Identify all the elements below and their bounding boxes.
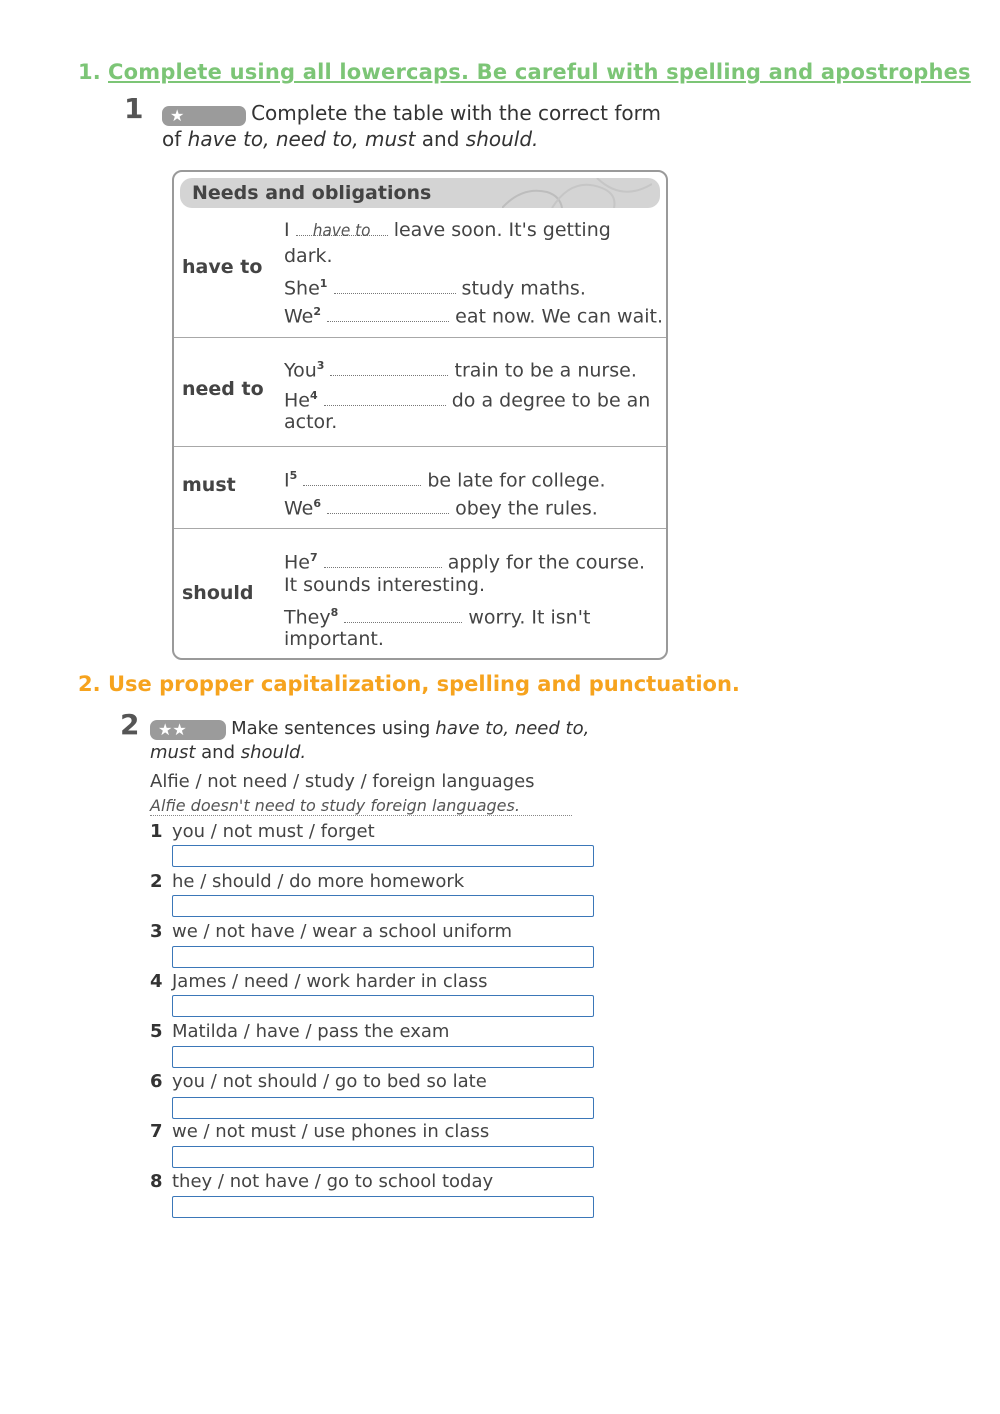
- verb-must: must: [365, 127, 416, 151]
- table-line: dark.: [284, 245, 333, 267]
- exercise-1-text-line1: Complete the table with the correct form: [251, 101, 662, 125]
- item-prompt-1: 1 you / not must / forget: [150, 821, 375, 842]
- exercise-1-number: 1: [124, 92, 144, 125]
- table-line: We$^2$ eat now. We can wait.: [284, 305, 664, 328]
- row-label-have-to: have to: [182, 256, 263, 278]
- item-prompt-6: 6 you / not should / go to bed so late: [150, 1071, 487, 1092]
- difficulty-star-icon: ★: [162, 106, 246, 126]
- row-label-need-to: need to: [182, 378, 264, 400]
- item-prompt-2: 2 he / should / do more homework: [150, 871, 465, 892]
- row-divider: [174, 446, 666, 447]
- word-and: and: [421, 127, 460, 151]
- answer-input-1[interactable]: [172, 845, 594, 867]
- exercise-2-heading: ★★ Make sentences using have to, need to,: [150, 716, 589, 741]
- item-prompt-5: 5 Matilda / have / pass the exam: [150, 1021, 450, 1042]
- item-prompt-3: 3 we / not have / wear a school uniform: [150, 921, 513, 942]
- exercise-2-heading-line2: must and should.: [150, 742, 307, 763]
- exercise-1-text-line2: [162, 126, 538, 153]
- example-prompt: Alfie / not need / study / foreign languages: [150, 771, 535, 792]
- instruction-2-number: 2.: [78, 672, 101, 696]
- blank-1[interactable]: [334, 277, 456, 294]
- instruction-1-text: Complete using all lowercaps. Be careful with spelling and apostrophes: [108, 60, 971, 84]
- decorative-swirl-icon: [502, 178, 652, 208]
- blank-6[interactable]: [327, 497, 449, 514]
- table-line: important.: [284, 628, 384, 650]
- blank-5[interactable]: [303, 469, 421, 486]
- table-line: It sounds interesting.: [284, 574, 486, 596]
- row-divider: [174, 337, 666, 338]
- instruction-2-text: Use propper capitalization, spelling and punctuation.: [108, 672, 740, 696]
- blank-example: have to: [296, 219, 388, 236]
- table-line: You$^3$ train to be a nurse.: [284, 359, 637, 382]
- instruction-1: [78, 60, 971, 84]
- answer-input-4[interactable]: [172, 995, 594, 1017]
- item-prompt-8: 8 they / not have / go to school today: [150, 1171, 494, 1192]
- table-line: We$^6$ obey the rules.: [284, 497, 598, 520]
- difficulty-stars-icon: ★★: [150, 720, 226, 740]
- blank-7[interactable]: [324, 551, 442, 568]
- blank-4[interactable]: [324, 389, 446, 406]
- answer-input-6[interactable]: [172, 1097, 594, 1119]
- table-header-title: Needs and obligations: [192, 182, 432, 204]
- row-label-should: should: [182, 582, 254, 604]
- table-line: $I^5$ be late for college.: [284, 469, 606, 492]
- table-line: He$^4$ do a degree to be an: [284, 389, 651, 412]
- blank-3[interactable]: [330, 359, 448, 376]
- table-line: She$^1$ study maths.: [284, 277, 586, 300]
- answer-input-7[interactable]: [172, 1146, 594, 1168]
- needs-obligations-table: [172, 170, 668, 660]
- row-divider: [174, 528, 666, 529]
- verb-have-to: have to,: [187, 127, 270, 151]
- table-line: I have to leave soon. It's getting: [284, 219, 611, 241]
- table-line: They$^8$ worry. It isn't: [284, 606, 591, 629]
- table-line: actor.: [284, 411, 338, 433]
- answer-input-8[interactable]: [172, 1196, 594, 1218]
- table-header: [180, 178, 660, 208]
- blank-8[interactable]: [344, 606, 462, 623]
- table-line: He$^7$ apply for the course.: [284, 551, 645, 574]
- example-answer: Alfie doesn't need to study foreign languages.: [150, 796, 572, 816]
- row-label-must: must: [182, 474, 236, 496]
- answer-input-2[interactable]: [172, 895, 594, 917]
- item-prompt-7: 7 we / not must / use phones in class: [150, 1121, 490, 1142]
- answer-input-5[interactable]: [172, 1046, 594, 1068]
- instruction-2: [78, 672, 740, 696]
- exercise-1-heading: [162, 100, 661, 127]
- answer-input-3[interactable]: [172, 946, 594, 968]
- instruction-1-number: 1.: [78, 60, 101, 84]
- exercise-2-number: 2: [120, 708, 140, 741]
- exercise-1-text-prefix: of: [162, 127, 182, 151]
- item-prompt-4: 4 James / need / work harder in class: [150, 971, 488, 992]
- verb-should: should.: [465, 127, 539, 151]
- verb-need-to: need to,: [275, 127, 359, 151]
- blank-2[interactable]: [327, 305, 449, 322]
